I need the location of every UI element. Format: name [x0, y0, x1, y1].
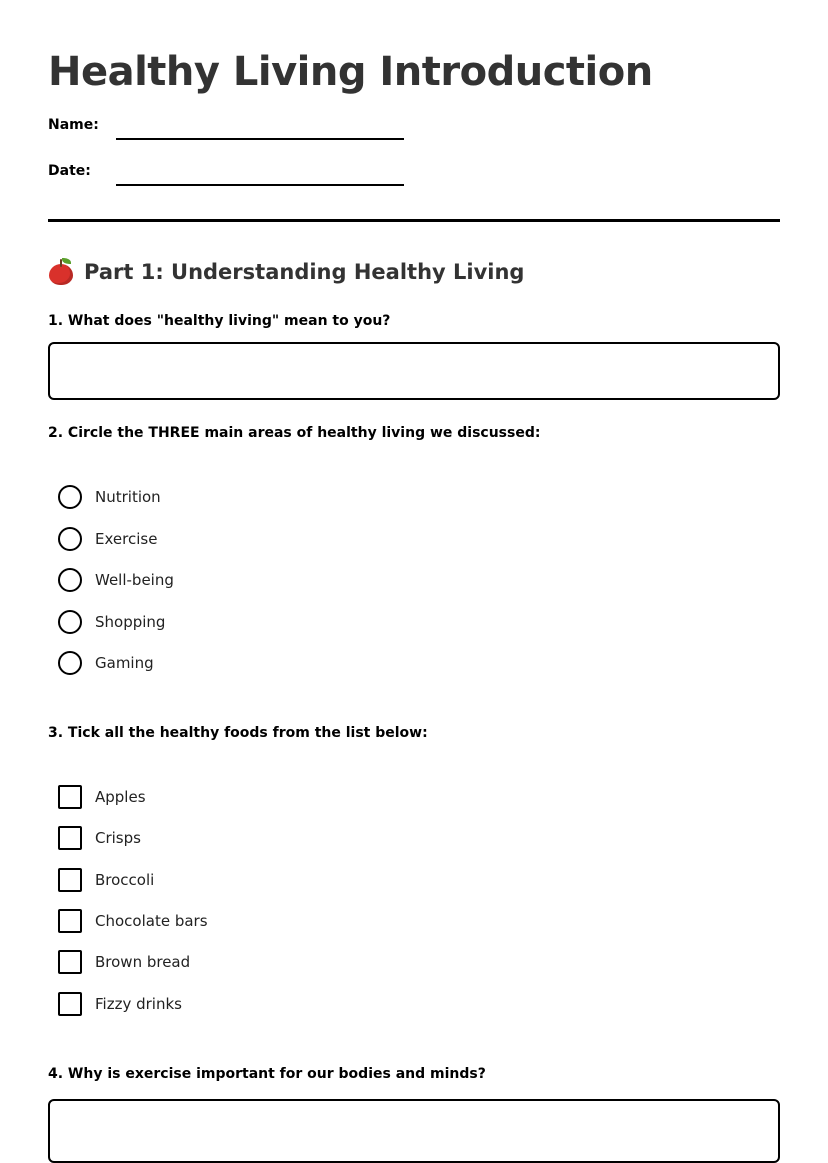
- name-write-line[interactable]: [116, 138, 404, 140]
- answer-box-1[interactable]: [48, 342, 780, 400]
- apple-icon: [48, 258, 74, 286]
- question-2: 2. Circle the THREE main areas of healthy living we discussed:: [48, 425, 541, 441]
- date-label: Date:: [48, 163, 91, 179]
- question-1: 1. What does "healthy living" mean to you?: [48, 313, 391, 329]
- checkbox-option-label: Apples: [95, 788, 146, 806]
- section-title: Part 1: Understanding Healthy Living: [84, 260, 525, 284]
- answer-box-4[interactable]: [48, 1099, 780, 1163]
- checkbox-option[interactable]: [58, 868, 154, 892]
- checkbox-option-label: Brown bread: [95, 953, 191, 971]
- radio-option[interactable]: [58, 485, 161, 509]
- checkbox-square[interactable]: [58, 868, 82, 892]
- header-divider: [48, 219, 780, 222]
- checkbox-option[interactable]: [58, 826, 141, 850]
- radio-circle[interactable]: [58, 527, 82, 551]
- radio-option[interactable]: [58, 651, 154, 675]
- checkbox-option[interactable]: [58, 992, 182, 1016]
- checkbox-square[interactable]: [58, 909, 82, 933]
- question-4: 4. Why is exercise important for our bodies and minds?: [48, 1066, 486, 1082]
- checkbox-option[interactable]: [58, 785, 146, 809]
- date-write-line[interactable]: [116, 184, 404, 186]
- page-title: Healthy Living Introduction: [48, 49, 653, 95]
- radio-circle[interactable]: [58, 610, 82, 634]
- name-label: Name:: [48, 117, 99, 133]
- radio-option-label: Shopping: [95, 613, 166, 631]
- checkbox-option-label: Broccoli: [95, 871, 155, 889]
- radio-circle[interactable]: [58, 568, 82, 592]
- checkbox-option-label: Crisps: [95, 829, 141, 847]
- radio-option[interactable]: [58, 610, 165, 634]
- checkbox-option[interactable]: [58, 950, 190, 974]
- radio-option[interactable]: [58, 527, 157, 551]
- checkbox-square[interactable]: [58, 785, 82, 809]
- checkbox-option-label: Chocolate bars: [95, 912, 208, 930]
- question-3: 3. Tick all the healthy foods from the list below:: [48, 725, 428, 741]
- section-heading: [48, 256, 524, 288]
- radio-option[interactable]: [58, 568, 174, 592]
- checkbox-square[interactable]: [58, 950, 82, 974]
- radio-option-label: Nutrition: [95, 488, 161, 506]
- name-field[interactable]: [48, 110, 408, 140]
- checkbox-option-label: Fizzy drinks: [95, 995, 182, 1013]
- radio-option-label: Exercise: [95, 530, 158, 548]
- checkbox-square[interactable]: [58, 826, 82, 850]
- checkbox-square[interactable]: [58, 992, 82, 1016]
- checkbox-option[interactable]: [58, 909, 208, 933]
- radio-circle[interactable]: [58, 651, 82, 675]
- radio-circle[interactable]: [58, 485, 82, 509]
- radio-option-label: Gaming: [95, 654, 154, 672]
- date-field[interactable]: [48, 156, 408, 186]
- radio-option-label: Well-being: [95, 571, 174, 589]
